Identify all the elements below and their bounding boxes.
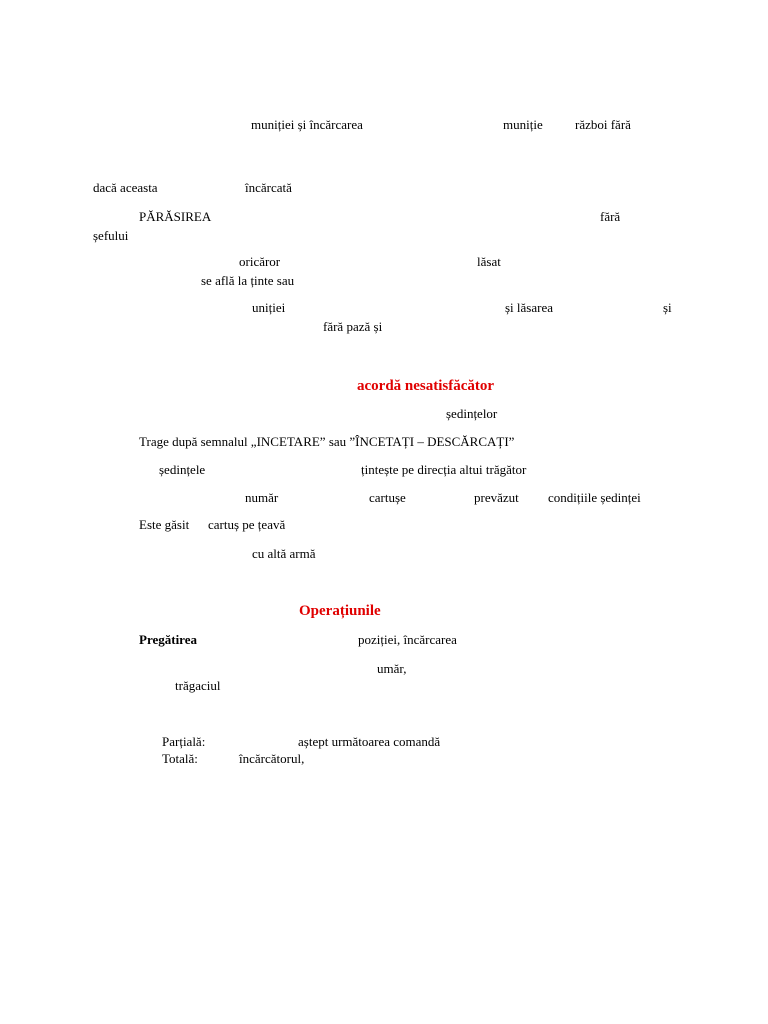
text-fragment: poziției, încărcarea xyxy=(358,632,457,647)
text-fragment: ședințelor xyxy=(446,406,498,421)
text-fragment: dacă aceasta xyxy=(93,180,158,195)
text-fragment: trăgaciul xyxy=(175,678,221,693)
text-fragment: uniției xyxy=(252,300,286,315)
text-fragment: țintește pe direcția altui trăgător xyxy=(361,462,527,477)
text-fragment: încărcătorul, xyxy=(239,751,305,766)
text-fragment: Totală: xyxy=(162,751,198,766)
text-fragment: se află la ținte sau xyxy=(201,273,295,288)
text-fragment: oricăror xyxy=(239,254,281,269)
text-fragment: muniție xyxy=(503,117,543,132)
text-fragment: cartușe xyxy=(369,490,406,505)
text-fragment: fără xyxy=(600,209,621,224)
text-fragment-bold: Pregătirea xyxy=(139,632,197,647)
text-fragment: aștept următoarea comandă xyxy=(298,734,441,749)
text-fragment: condițiile ședinței xyxy=(548,490,641,505)
text-fragment: ședințele xyxy=(159,462,206,477)
text-fragment: umăr, xyxy=(377,661,407,676)
text-fragment: prevăzut xyxy=(474,490,519,505)
text-fragment: cu altă armă xyxy=(252,546,316,561)
text-fragment: fără pază și xyxy=(323,319,383,334)
text-fragment: lăsat xyxy=(477,254,501,269)
text-fragment: și lăsarea xyxy=(505,300,554,315)
text-fragment: Este găsit xyxy=(139,517,190,532)
text-fragment: război fără xyxy=(575,117,631,132)
section-heading: acordă nesatisfăcător xyxy=(357,378,495,394)
text-fragment: șefului xyxy=(93,228,129,243)
text-fragment: Trage după semnalul „INCETARE” sau ”ÎNCETAȚI – DESCĂRCAȚI” xyxy=(139,434,515,449)
text-fragment: PĂRĂSIREA xyxy=(139,209,212,224)
text-fragment: număr xyxy=(245,490,279,505)
text-fragment: muniției și încărcarea xyxy=(251,117,363,132)
text-fragment: Parțială: xyxy=(162,734,206,749)
text-fragment: cartuș pe țeavă xyxy=(208,517,286,532)
text-fragment: și xyxy=(663,300,672,315)
text-fragment: încărcată xyxy=(245,180,292,195)
section-heading: Operațiunile xyxy=(299,603,381,619)
